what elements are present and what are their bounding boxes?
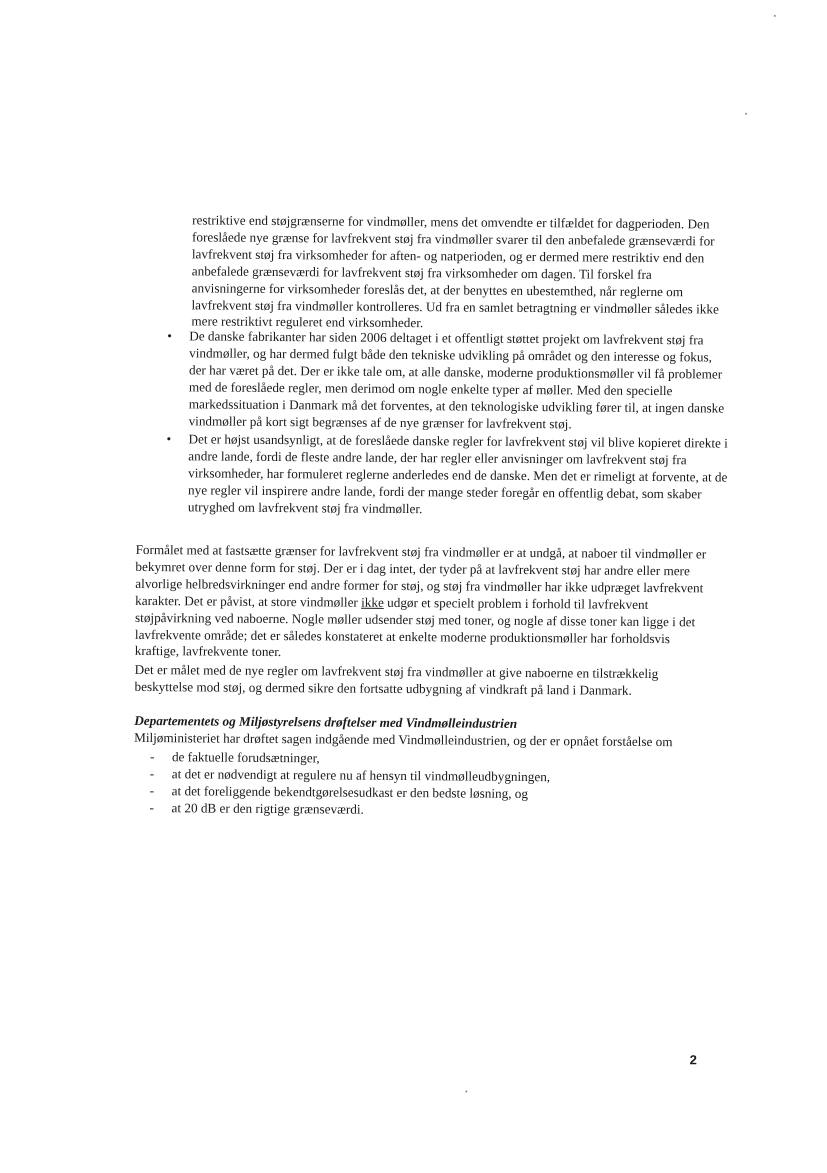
bullet-list [160, 328, 729, 522]
list-item [161, 328, 730, 434]
dash-item-text: at det foreliggende bekendtgørelsesudkast er den bedste løsning, og [171, 782, 529, 801]
list-item [160, 432, 729, 521]
intro-text: restriktive end støjgrænserne for vindmøller, mens det omvendte er tilfældet for dagperioden. Den foreslåede nye grænse for lavfrekvent støj fra vindmøller svarer til den anbefalede grænseværdi for lavfrekvent støj fra virksomheder for aften- og natperioden, og er dermed mere restriktiv end den anbefalede grænseværdi for lavfrekvent støj fra virksomheder om dagen. Til forskel fra anvisningerne for virksomheder foreslås det, at der benyttes en ubestemthed, når reglerne om lavfrekvent støj fra vindmøller kontrolleres. Ud fra en samlet betragtning er vindmøller således ikke mere restriktivt reguleret end virksomheder. [191, 212, 719, 331]
section-heading: Departementets og Miljøstyrelsens drøftelser med Vindmølleindustrien [134, 712, 518, 731]
dash-icon: - [149, 782, 155, 798]
dash-list [134, 749, 707, 821]
dash-item-text: de faktuelle forudsætninger, [171, 749, 320, 766]
intro-paragraph [191, 212, 728, 335]
bullet-icon: • [167, 328, 172, 344]
purpose-text [135, 542, 708, 665]
scan-speck [465, 1091, 467, 1093]
scan-speck [774, 15, 776, 17]
discussion-section [134, 713, 707, 821]
bullet-icon: • [166, 431, 172, 447]
dash-item-text: at 20 dB er den rigtige grænseværdi. [171, 799, 364, 817]
bullet-text: Det er højst usandsynligt, at de foreslåede danske regler for lavfrekvent støj vil blive kopieret direkte i andre lande, fordi de fleste andre lande, der har regler eller anvisninger om lavfrekvent støj fra virksomheder, har formuleret reglerne anderledes end de danske. Men det er rimeligt at forvente, at de nye regler vil inspirere andre lande, fordi der mange steder foregår en offentlig debat, som skaber utryghed om lavfrekvent støj fra vindmøller. [187, 431, 728, 517]
dash-icon: - [149, 799, 155, 815]
dash-item-text: at det er nødvendigt at regulere nu af hensyn til vindmølleudbygningen, [171, 765, 551, 784]
dash-icon: - [149, 748, 155, 764]
section-text: Miljøministeriet har drøftet sagen indgående med Vindmølleindustrien, og der er opnået forståelse om [134, 729, 673, 750]
purpose-paragraph [135, 542, 708, 665]
dash-icon: - [149, 765, 155, 781]
goal-paragraph [134, 662, 706, 700]
scan-speck [745, 113, 747, 115]
purpose-text-part: Formålet med at fastsætte grænser for lavfrekvent støj fra vindmøller er at undgå, at naboer til vindmøller er bekymret over denne form for støj. Der er i dag intet, der tyder på at lavfrekvent støj har andre eller mere alvorlige helbredsvirkninger end andre former for støj, og støj fra vindmøller har ikke udpræget lavfrekvent karakter. Det er påvist, at store vindmøller [135, 541, 707, 610]
bullet-text: De danske fabrikanter har siden 2006 deltaget i et offentligt støttet projekt om lavfrekvent støj fra vindmøller, og har dermed fulgt både den tekniske udvikling på området og den interesse og fokus, der har været på det. Der er ikke tale om, at alle danske, moderne produktionsmøller vil få problemer med de foreslåede regler, men derimod om nogle enkelte typer af møller. Med den specielle markedssituation i Danmark må det forventes, at den teknologiske udvikling fører til, at ingen danske vindmøller på kort sigt begrænses af de nye grænser for lavfrekvent støj. [188, 328, 725, 431]
underlined-word: ikke [361, 594, 384, 610]
list-item [134, 799, 706, 820]
page-number: 2 [689, 1052, 697, 1068]
goal-text: Det er målet med de nye regler om lavfrekvent støj fra vindmøller at give naboerne en tilstrækkelig beskyttelse mod støj, og dermed sikre den fortsatte udbygning af vindkraft på land i Danmark. [134, 661, 659, 698]
purpose-text-part: udgør et specielt problem i forhold til lavfrekvent støjpåvirkning ved naboerne. Nogle møller udsender støj med toner, og nogle af disse toner kan ligge i det lavfrekvente område; det er således konstateret at enkelte moderne produktionsmøller har forholdsvis kraftige, lavfrekvente toner. [134, 594, 696, 660]
